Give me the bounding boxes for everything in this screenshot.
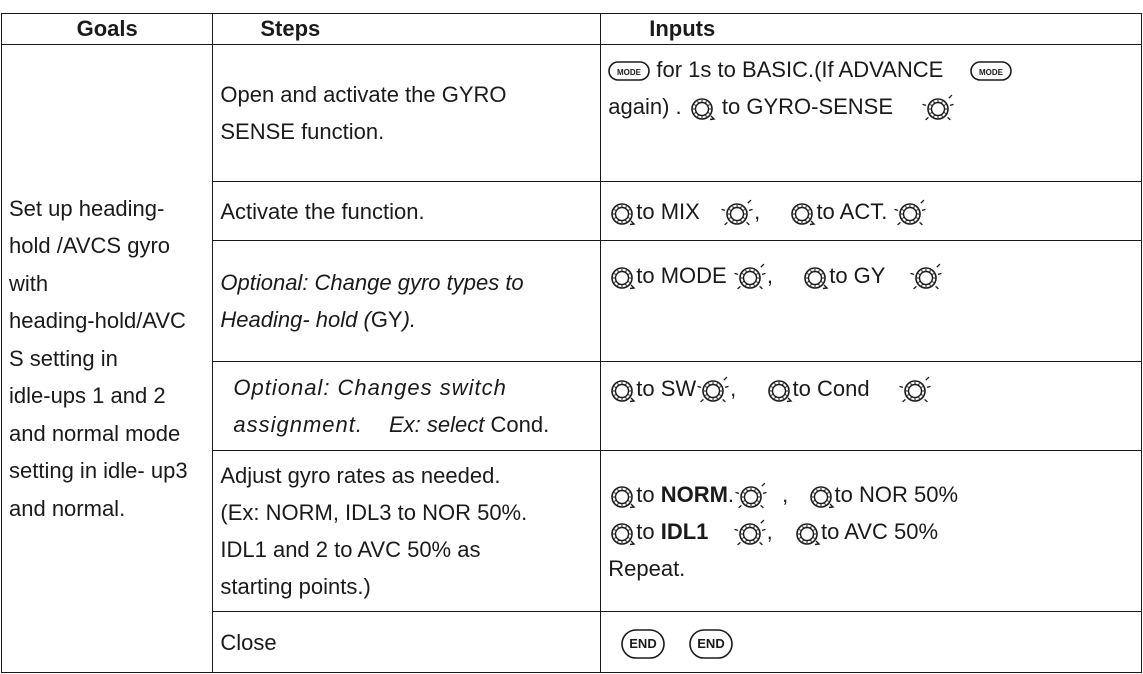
input-text: to NOR 50%	[834, 481, 959, 507]
dial-icon	[608, 376, 636, 404]
dial-press-icon	[733, 519, 767, 547]
input-separator: ,	[766, 518, 773, 544]
input-text: to MIX	[636, 198, 700, 224]
input-text: to	[636, 481, 661, 507]
step-line: assignment.	[233, 412, 363, 437]
svg-text:END: END	[697, 635, 726, 651]
step-line: Adjust gyro rates as needed.	[220, 463, 501, 488]
input-cell	[601, 241, 1142, 362]
dial-press-icon	[921, 94, 955, 122]
dial-press-icon	[733, 263, 767, 291]
input-cell	[601, 451, 1142, 612]
step-line: starting points.)	[220, 574, 371, 599]
step-line: Cond.	[490, 412, 550, 437]
input-separator: ,	[730, 376, 737, 401]
input-text: to AVC 50%	[821, 518, 939, 544]
input-cell	[601, 612, 1142, 673]
input-text: to	[636, 518, 661, 544]
goal-line: heading-hold/AVC	[9, 308, 186, 334]
dial-icon	[788, 199, 816, 227]
step-cell	[213, 612, 601, 673]
input-text: to SW	[636, 376, 697, 401]
step-line: (Ex: NORM, IDL3 to NOR 50%.	[220, 500, 528, 525]
dial-press-icon	[898, 376, 932, 404]
input-text: to Cond	[792, 376, 870, 401]
header-goals: Goals	[2, 14, 213, 45]
goal-line: with	[9, 270, 49, 296]
dial-icon	[608, 482, 636, 510]
input-cell	[601, 362, 1142, 451]
dial-icon	[793, 519, 821, 547]
goal-line: and normal mode	[9, 420, 181, 446]
goal-line: idle-ups 1 and 2	[9, 383, 166, 409]
goal-line: S setting in	[9, 345, 118, 371]
dial-icon	[608, 519, 636, 547]
svg-text:MODE: MODE	[978, 68, 1003, 78]
step-line: Ex: select	[389, 412, 485, 437]
dial-press-icon	[893, 199, 927, 227]
step-line: SENSE function.	[220, 119, 385, 144]
mode-button-icon	[970, 61, 1012, 81]
input-bold-text: NORM	[660, 481, 728, 507]
input-text: to GY	[829, 263, 886, 288]
end-button-icon	[621, 629, 665, 659]
input-text: .	[727, 481, 735, 507]
step-cell	[213, 451, 601, 612]
goal-line: Set up heading-	[9, 195, 165, 221]
svg-text:END: END	[629, 635, 657, 651]
step-line: GY	[370, 307, 403, 332]
input-separator: ,	[754, 198, 761, 224]
dial-press-icon	[734, 482, 768, 510]
step-cell	[213, 45, 601, 182]
svg-text:MODE: MODE	[617, 68, 642, 78]
input-separator: ,	[782, 481, 789, 507]
header-steps: Steps	[213, 14, 601, 45]
dial-icon	[608, 199, 636, 227]
input-text: for 1s to BASIC.(If ADVANCE	[656, 57, 944, 82]
goal-line: hold /AVCS gyro	[9, 233, 171, 259]
step-line: Optional: Changes switch	[233, 375, 507, 400]
input-cell	[601, 45, 1142, 182]
step-line: Open and activate the GYRO	[220, 82, 507, 107]
end-button-icon	[689, 629, 733, 659]
mode-button-icon	[608, 61, 650, 81]
header-row	[2, 14, 1142, 45]
dial-icon	[801, 263, 829, 291]
dial-icon	[688, 94, 716, 122]
goal-line: setting in idle- up3	[9, 458, 188, 484]
input-bold-text: IDL1	[660, 518, 709, 544]
step-line: IDL1 and 2 to AVC 50% as	[220, 537, 481, 562]
input-text: to MODE	[636, 263, 727, 288]
goal-line: and normal.	[9, 495, 126, 521]
step-line: Heading- hold (	[220, 307, 371, 332]
table-row	[2, 45, 1142, 182]
dial-press-icon	[720, 199, 754, 227]
header-inputs: Inputs	[601, 14, 1142, 45]
gyro-setup-table	[1, 13, 1142, 673]
dial-icon	[608, 263, 636, 291]
input-text: to GYRO-SENSE	[721, 94, 894, 119]
dial-press-icon	[696, 376, 730, 404]
step-cell	[213, 182, 601, 241]
step-cell	[213, 241, 601, 362]
step-line: Close	[220, 629, 277, 655]
goal-cell	[2, 45, 213, 673]
input-cell	[601, 182, 1142, 241]
step-line: Activate the function.	[220, 198, 425, 224]
step-cell	[213, 362, 601, 451]
dial-icon	[807, 482, 835, 510]
dial-press-icon	[909, 263, 943, 291]
input-text: Repeat.	[608, 555, 686, 581]
step-line: ).	[402, 307, 417, 332]
input-text: to ACT.	[816, 198, 888, 224]
dial-icon	[765, 376, 793, 404]
input-text: again) .	[608, 94, 682, 119]
input-separator: ,	[766, 263, 773, 288]
step-line: Optional: Change gyro types to	[220, 270, 524, 295]
